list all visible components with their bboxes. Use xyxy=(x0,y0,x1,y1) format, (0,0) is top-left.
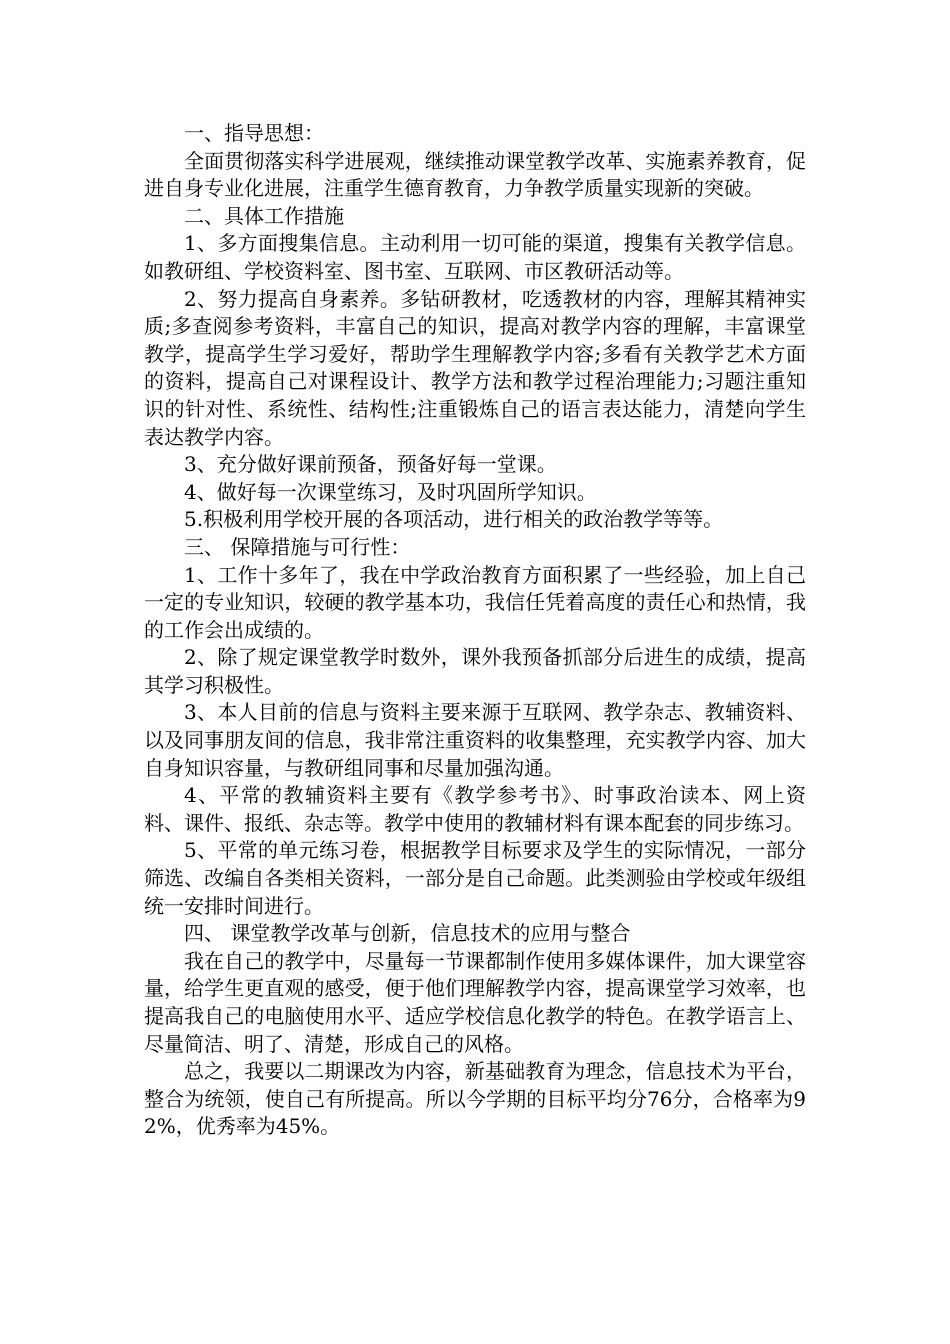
section-heading-safeguards: 三、 保障措施与可行性： xyxy=(184,534,411,559)
section-heading-work-measures: 二、具体工作措施 xyxy=(184,203,344,228)
paragraph-measure-1: 1、多方面搜集信息。主动利用一切可能的渠道，搜集有关教学信息。如教研组、学校资料室、图书室、互联网、市区教研活动等。 xyxy=(144,231,806,283)
paragraph-safeguard-4: 4、平常的教辅资料主要有《教学参考书》、时事政治读本、网上资料、课件、报纸、杂志等。教学中使用的教辅材料有课本配套的同步练习。 xyxy=(144,783,806,835)
paragraph-safeguard-3: 3、本人目前的信息与资料主要来源于互联网、教学杂志、教辅资料、以及同事朋友间的信息，我非常注重资料的收集整理，充实教学内容、加大自身知识容量，与教研组同事和尽量加强沟通。 xyxy=(144,700,806,780)
section-heading-guiding-ideology: 一、指导思想： xyxy=(184,121,324,145)
paragraph-guiding-ideology: 全面贯彻落实科学进展观，继续推动课堂教学改革、实施素养教育，促进自身专业化进展，注重学生德育教育，力争教学质量实现新的突破。 xyxy=(144,148,806,201)
paragraph-reform-innovation: 我在自己的教学中，尽量每一节课都制作使用多媒体课件，加大课堂容量，给学生更直观的感受，便于他们理解教学内容，提高课堂学习效率，也提高我自己的电脑使用水平、适应学校信息化教学的特色。在教学语言上、尽量简洁、明了、清楚，形成自己的风格。 xyxy=(144,948,806,1056)
paragraph-measure-5: 5.积极利用学校开展的各项活动，进行相关的政治教学等等。 xyxy=(184,507,724,532)
paragraph-measure-2: 2、努力提高自身素养。多钻研教材，吃透教材的内容，理解其精神实质;多查阅参考资料，丰富自己的知识，提高对教学内容的理解，丰富课堂教学，提高学生学习爱好，帮助学生理解教学内容;多看有关教学艺术方面的资料，提高自己对课程设计、教学方法和教学过程治理能力;习题注重知识的针对性、系统性、结构性;注重锻炼自己的语言表达能力，清楚向学生表达教学内容。 xyxy=(144,286,806,449)
document-page xyxy=(144,120,806,1141)
paragraph-measure-4: 4、做好每一次课堂练习，及时巩固所学知识。 xyxy=(184,479,597,504)
paragraph-measure-3: 3、充分做好课前预备，预备好每一堂课。 xyxy=(184,452,557,477)
paragraph-safeguard-1: 1、工作十多年了，我在中学政治教育方面积累了一些经验，加上自己一定的专业知识，较硬的教学基本功，我信任凭着高度的责任心和热情，我的工作会出成绩的。 xyxy=(144,562,806,642)
section-heading-reform-innovation: 四、 课堂教学改革与创新，信息技术的应用与整合 xyxy=(184,921,631,946)
paragraph-safeguard-2: 2、除了规定课堂教学时数外，课外我预备抓部分后进生的成绩，提高其学习积极性。 xyxy=(144,645,806,697)
paragraph-conclusion: 总之，我要以二期课改为内容，新基础教育为理念，信息技术为平台，整合为统领，使自己有所提高。所以今学期的目标平均分76分，合格率为92%，优秀率为45%。 xyxy=(144,1059,806,1139)
paragraph-safeguard-5: 5、平常的单元练习卷，根据教学目标要求及学生的实际情况，一部分筛选、改编自各类相关资料，一部分是自己命题。此类测验由学校或年级组统一安排时间进行。 xyxy=(144,838,806,918)
